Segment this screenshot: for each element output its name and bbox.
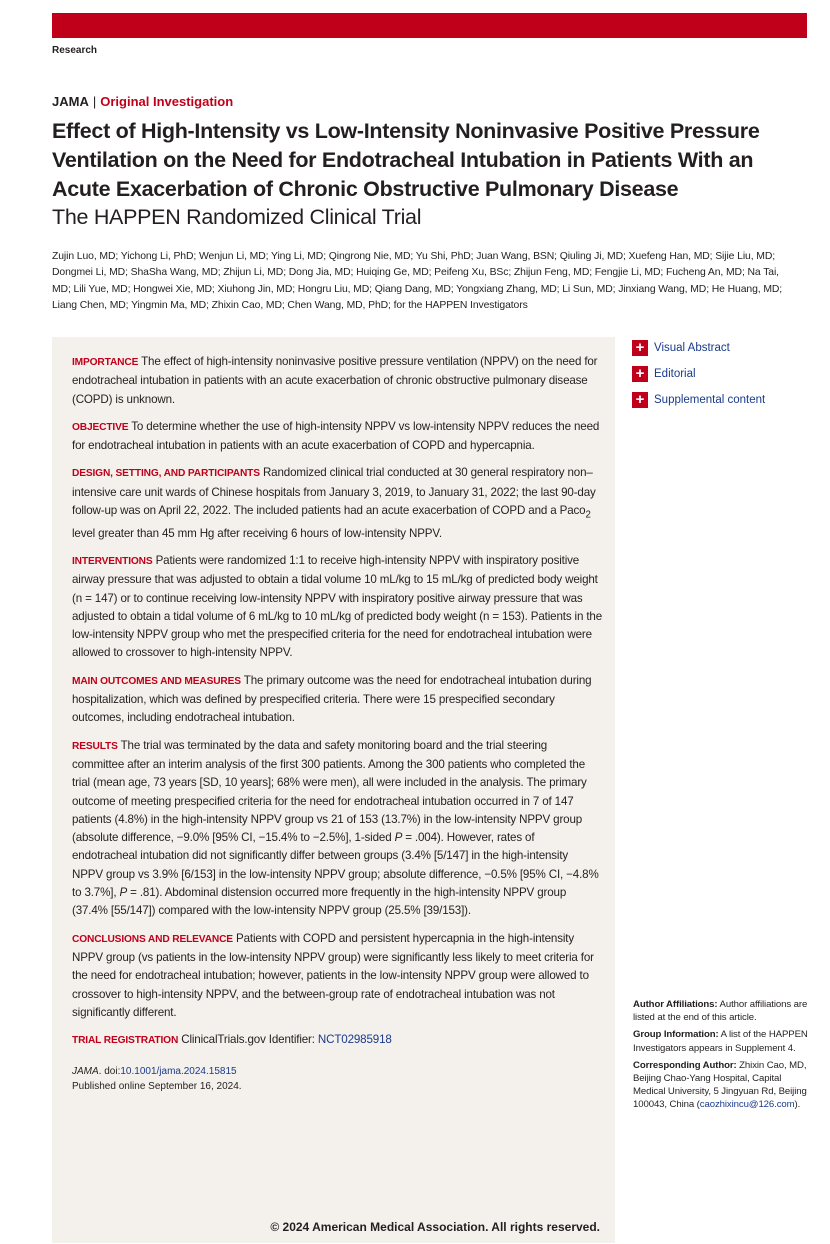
results-heading: RESULTS (72, 740, 118, 752)
email-link[interactable]: caozhixincu@126.com (699, 1099, 795, 1111)
top-color-bar (52, 13, 807, 38)
importance-heading: IMPORTANCE (72, 357, 139, 368)
affiliations-text: Author affiliations are listed at the end of this article. (633, 999, 808, 1024)
journal-line (52, 94, 233, 109)
registration-text: ClinicalTrials.gov Identifier: (181, 1033, 318, 1047)
abstract-design (72, 464, 602, 543)
plus-icon: + (632, 340, 648, 356)
supplemental-content-link[interactable] (632, 387, 822, 413)
affiliations-heading: Author Affiliations: (633, 999, 718, 1010)
author-list: Zujin Luo, MD; Yichong Li, PhD; Wenjun Li, MD; Ying Li, MD; Qingrong Nie, MD; Yu Shi, PhD; Juan Wang, BSN; Qiuling Ji, MD; Xuefeng Han, MD; Sijie Liu, MD; Dongmei Li, MD; ShaSha Wang, MD; Zhijun Li, MD; Dong Jia, MD; Huiqing Ge, MD; Peifeng Xu, BSc; Zhijun Feng, MD; Fengjie Li, MD; Fucheng An, MD; Na Tai, MD; Lili Yue, MD; Hongwei Xie, MD; Xiuhong Jin, MD; Hongru Liu, MD; Qiang Dang, MD; Yongxiang Zhang, MD; Li Sun, MD; Jinxiang Wang, MD; He Huang, MD; Liang Chen, MD; Yingmin Ma, MD; Zhixin Cao, MD; Chen Wang, MD, PhD; for the HAPPEN Investigators (52, 251, 783, 312)
objective-text: To determine whether the use of high-intensity NPPV vs low-intensity NPPV reduces the need for endotracheal intubation in patients with an acute exacerbation of COPD and hypercapnia. (72, 419, 600, 453)
citation-journal: JAMA (72, 1066, 99, 1078)
design-heading: DESIGN, SETTING, AND PARTICIPANTS (72, 468, 260, 480)
outcomes-text: The primary outcome was the need for endotracheal intubation during hospitalization, which was defined by prespecified criteria. There were 15 prespecified secondary outcomes, including endotracheal intubation. (72, 673, 592, 725)
journal-name: JAMA (52, 94, 89, 109)
results-text-3: = .81). Abdominal distension occurred more frequently in the high-intensity NPPV group (37.4% [55/147]) compared with the low-intensity NPPV group (25.5% [39/153]). (72, 886, 567, 918)
outcomes-heading: MAIN OUTCOMES AND MEASURES (72, 675, 241, 687)
article-title: Effect of High-Intensity vs Low-Intensity Noninvasive Positive Pressure Ventilation on the Need for Endotracheal Intubation in Patients With an Acute Exacerbation of Chronic Obstructive Pulmonary Disease (52, 119, 760, 201)
affiliations-sidebar (633, 998, 813, 1116)
objective-heading: OBJECTIVE (72, 421, 129, 433)
editorial-label: Editorial (654, 368, 696, 380)
group-information (633, 1028, 813, 1054)
visual-abstract-label: Visual Abstract (654, 342, 730, 354)
abstract-outcomes (72, 672, 602, 728)
conclusions-text: Patients with COPD and persistent hypercapnia in the high-intensity NPPV group (vs patients in the low-intensity NPPV group) were significantly less likely to meet criteria for the need for endotracheal intubation; however, patients in the low-intensity NPPV group were allowed to crossover to high-intensity NPPV, and the between-group rate of endotracheal intubation was not significantly different. (72, 931, 594, 1019)
interventions-heading: INTERVENTIONS (72, 555, 153, 567)
abstract-registration (72, 1031, 602, 1050)
author-affiliations (633, 998, 813, 1024)
trial-id-link[interactable]: NCT02985918 (317, 1033, 392, 1047)
corresponding-text: Zhixin Cao, MD, Beijing Chao-Yang Hospital, Capital Medical University, 5 Jingyuan Rd, Beijing 100043, China ( (633, 1059, 807, 1111)
article-type: Original Investigation (100, 94, 234, 109)
doi-prefix: . doi: (98, 1066, 121, 1078)
results-text: The trial was terminated by the data and safety monitoring board and the trial steering committee after an interim analysis of the first 300 patients. Among the 300 patients who completed the trial (mean age, 73 years [SD, 10 years]; 68% were men), all were included in the analysis. The primary outcome of meeting prespecified criteria for the need for endotracheal intubation occurred in 7 of 147 patients (4.8%) in the high-intensity NPPV group vs 21 of 153 (13.7%) in the low-intensity NPPV group (absolute difference, −9.0% [95% CI, −15.4% to −2.5%], 1-sided (72, 738, 587, 845)
article-subtitle: The HAPPEN Randomized Clinical Trial (52, 205, 422, 229)
editorial-link[interactable] (632, 361, 822, 387)
group-heading: Group Information: (633, 1029, 719, 1041)
doi-line (72, 1064, 602, 1079)
abstract-results (72, 737, 602, 921)
abstract-box (52, 337, 615, 1243)
plus-icon: + (632, 366, 648, 382)
doi-link[interactable]: 10.1001/jama.2024.15815 (120, 1066, 237, 1078)
interventions-text: Patients were randomized 1:1 to receive high-intensity NPPV with inspiratory positive airway pressure that was adjusted to obtain a tidal volume 10 mL/kg to 15 mL/kg of predicted body weight (n = 147) or to continue receiving low-intensity NPPV with inspiratory positive airway pressure that was adjusted to obtain a tidal volume of 6 mL/kg to 10 mL/kg of predicted body weight (n = 153). Patients in the low-intensity NPPV group who met the prespecified criteria for the need for endotracheal intubation were allowed to crossover to high-intensity NPPV. (72, 553, 603, 660)
citation (72, 1064, 602, 1094)
supplemental-content-label: Supplemental content (654, 394, 766, 406)
published-date: Published online September 16, 2024. (72, 1081, 242, 1093)
visual-abstract-link[interactable] (632, 335, 822, 361)
paco2-subscript: 2 (585, 509, 591, 521)
p-value-symbol: P (394, 831, 403, 845)
abstract-objective (72, 418, 602, 456)
importance-text: The effect of high-intensity noninvasive positive pressure ventilation (NPPV) on the need for endotracheal intubation in patients with an acute exacerbation of chronic obstructive pulmonary disease (COPD) is unknown. (72, 355, 598, 406)
abstract-interventions (72, 552, 602, 663)
plus-icon: + (632, 392, 648, 408)
section-label: Research (52, 45, 98, 56)
corresponding-end: ). (794, 1099, 801, 1111)
corresponding-heading: Corresponding Author: (633, 1059, 737, 1071)
design-text-end: level greater than 45 mm Hg after receiving 6 hours of low-intensity NPPV. (72, 526, 442, 540)
p-value-symbol: P (119, 886, 128, 900)
group-text: A list of the HAPPEN Investigators appears in Supplement 4. (633, 1029, 808, 1054)
conclusions-heading: CONCLUSIONS AND RELEVANCE (72, 933, 233, 945)
results-text-2: = .004). However, rates of endotracheal intubation did not significantly differ between groups (3.4% [5/147] in the high-intensity NPPV group vs 3.9% [6/153] in the low-intensity NPPV group; absolute difference, −0.5% [95% CI, −4.8% to 3.7%], (72, 831, 599, 900)
copyright-notice: © 2024 American Medical Association. All rights reserved. (270, 1220, 600, 1234)
corresponding-author (633, 1059, 813, 1112)
design-text: Randomized clinical trial conducted at 30 general respiratory non–intensive care unit wards of Chinese hospitals from January 3, 2019, to January 31, 2022; the last 90-day follow-up was on April 22, 2022. The included patients had an acute exacerbation of COPD and a Paco (72, 466, 596, 518)
journal-separator: | (92, 94, 97, 109)
registration-heading: TRIAL REGISTRATION (72, 1035, 179, 1047)
side-links (632, 335, 822, 413)
abstract-importance (72, 353, 602, 409)
abstract-conclusions (72, 930, 602, 1022)
